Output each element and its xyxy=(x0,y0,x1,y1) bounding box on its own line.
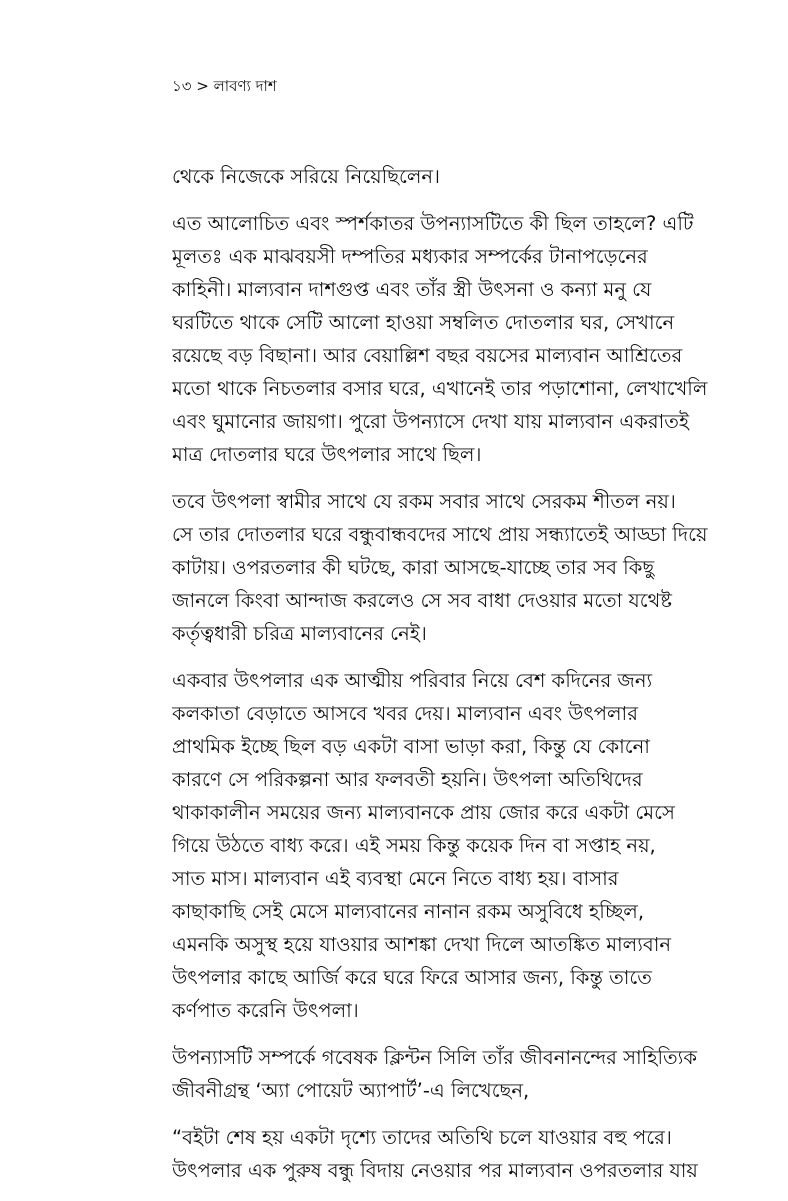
text-line: একবার উৎপলার এক আত্মীয় পরিবার নিয়ে বেশ কদিনের জন্য xyxy=(172,669,653,692)
text-line: জীবনীগ্রন্থ ‘অ্যা পোয়েট অ্যাপার্ট’-এ লিখেছেন, xyxy=(172,1079,530,1102)
paragraph xyxy=(172,485,732,650)
text-line: মূলতঃ এক মাঝবয়সী দম্পতির মধ্যকার সম্পর্কের টানাপড়েনের xyxy=(172,245,648,268)
text-line: কর্ণপাত করেনি উৎপলা। xyxy=(172,999,359,1022)
text-line: থেকে নিজেকে সরিয়ে নিয়েছিলেন। xyxy=(172,165,441,188)
paragraph xyxy=(172,1121,732,1187)
text-line: এত আলোচিত এবং স্পর্শকাতর উপন্যাসটিতে কী ছিল তাহলে? এটি xyxy=(172,212,694,235)
text-line: কাছাকাছি সেই মেসে মাল্যবানের নানান রকম অসুবিধে হচ্ছিল, xyxy=(172,900,645,923)
text-line: মাত্র দোতলার ঘরে উৎপলার সাথে ছিল। xyxy=(172,443,482,466)
text-line: কর্তৃত্বধারী চরিত্র মাল্যবানের নেই। xyxy=(172,622,427,645)
text-line: “বইটা শেষ হয় একটা দৃশ্যে তাদের অতিথি চলে যাওয়ার বহু পরে। xyxy=(172,1126,672,1149)
text-line: উপন্যাসটি সম্পর্কে গবেষক ক্লিন্টন সিলি তাঁর জীবনানন্দের সাহিত্যিক xyxy=(172,1046,697,1069)
text-line: কাটায়। ওপরতলার কী ঘটছে, কারা আসছে-যাচ্ছে তার সব কিছু xyxy=(172,556,655,579)
text-line: গিয়ে উঠতে বাধ্য করে। এই সময় কিন্তু কয়েক দিন বা সপ্তাহ নয়, xyxy=(172,834,656,857)
text-line: জানলে কিংবা আন্দাজ করলেও সে সব বাধা দেওয়ার মতো যথেষ্ট xyxy=(172,589,672,612)
text-line: এবং ঘুমানোর জায়গা। পুরো উপন্যাসে দেখা যায় মাল্যবান একরাতই xyxy=(172,410,690,433)
text-line: মতো থাকে নিচতলার বসার ঘরে, এখানেই তার পড়াশোনা, লেখাখেলি xyxy=(172,377,708,400)
paragraph xyxy=(172,207,732,471)
text-line: কারণে সে পরিকল্পনা আর ফলবতী হয়নি। উৎপলা অতিথিদের xyxy=(172,768,643,791)
body-text xyxy=(172,160,732,1201)
text-line: রয়েছে বড় বিছানা। আর বেয়াল্লিশ বছর বয়সের মাল্যবান আশ্রিতের xyxy=(172,344,683,367)
text-line: উৎপলার এক পুরুষ বন্ধু বিদায় নেওয়ার পর মাল্যবান ওপরতলার যায় xyxy=(172,1159,698,1182)
text-line: কাহিনী। মাল্যবান দাশগুপ্ত এবং তাঁর স্ত্রী উৎসনা ও কন্যা মনু যে xyxy=(172,278,652,301)
text-line: প্রাথমিক ইচ্ছে ছিল বড় একটা বাসা ভাড়া করা, কিন্তু যে কোনো xyxy=(172,735,650,758)
paragraph xyxy=(172,664,732,1027)
text-line: থাকাকালীন সময়ের জন্য মাল্যবানকে প্রায় জোর করে একটা মেসে xyxy=(172,801,675,824)
text-line: এমনকি অসুস্থ হয়ে যাওয়ার আশঙ্কা দেখা দিলে আতঙ্কিত মাল্যবান xyxy=(172,933,672,956)
text-line: সাত মাস। মাল্যবান এই ব্যবস্থা মেনে নিতে বাধ্য হয়। বাসার xyxy=(172,867,619,890)
text-line: কলকাতা বেড়াতে আসবে খবর দেয়। মাল্যবান এবং উৎপলার xyxy=(172,702,638,725)
paragraph xyxy=(172,160,732,193)
text-line: উৎপলার কাছে আর্জি করে ঘরে ফিরে আসার জন্য, কিন্তু তাতে xyxy=(172,966,652,989)
text-line: তবে উৎপলা স্বামীর সাথে যে রকম সবার সাথে সেরকম শীতল নয়। xyxy=(172,490,676,513)
text-line: সে তার দোতলার ঘরে বন্ধুবান্ধবদের সাথে প্রায় সন্ধ্যাতেই আড্ডা দিয়ে xyxy=(172,523,708,546)
text-line: ঘরটিতে থাকে সেটি আলো হাওয়া সম্বলিত দোতলার ঘর, সেখানে xyxy=(172,311,675,334)
running-header: ১৩ > লাবণ্য দাশ xyxy=(172,77,277,95)
paragraph xyxy=(172,1041,732,1107)
